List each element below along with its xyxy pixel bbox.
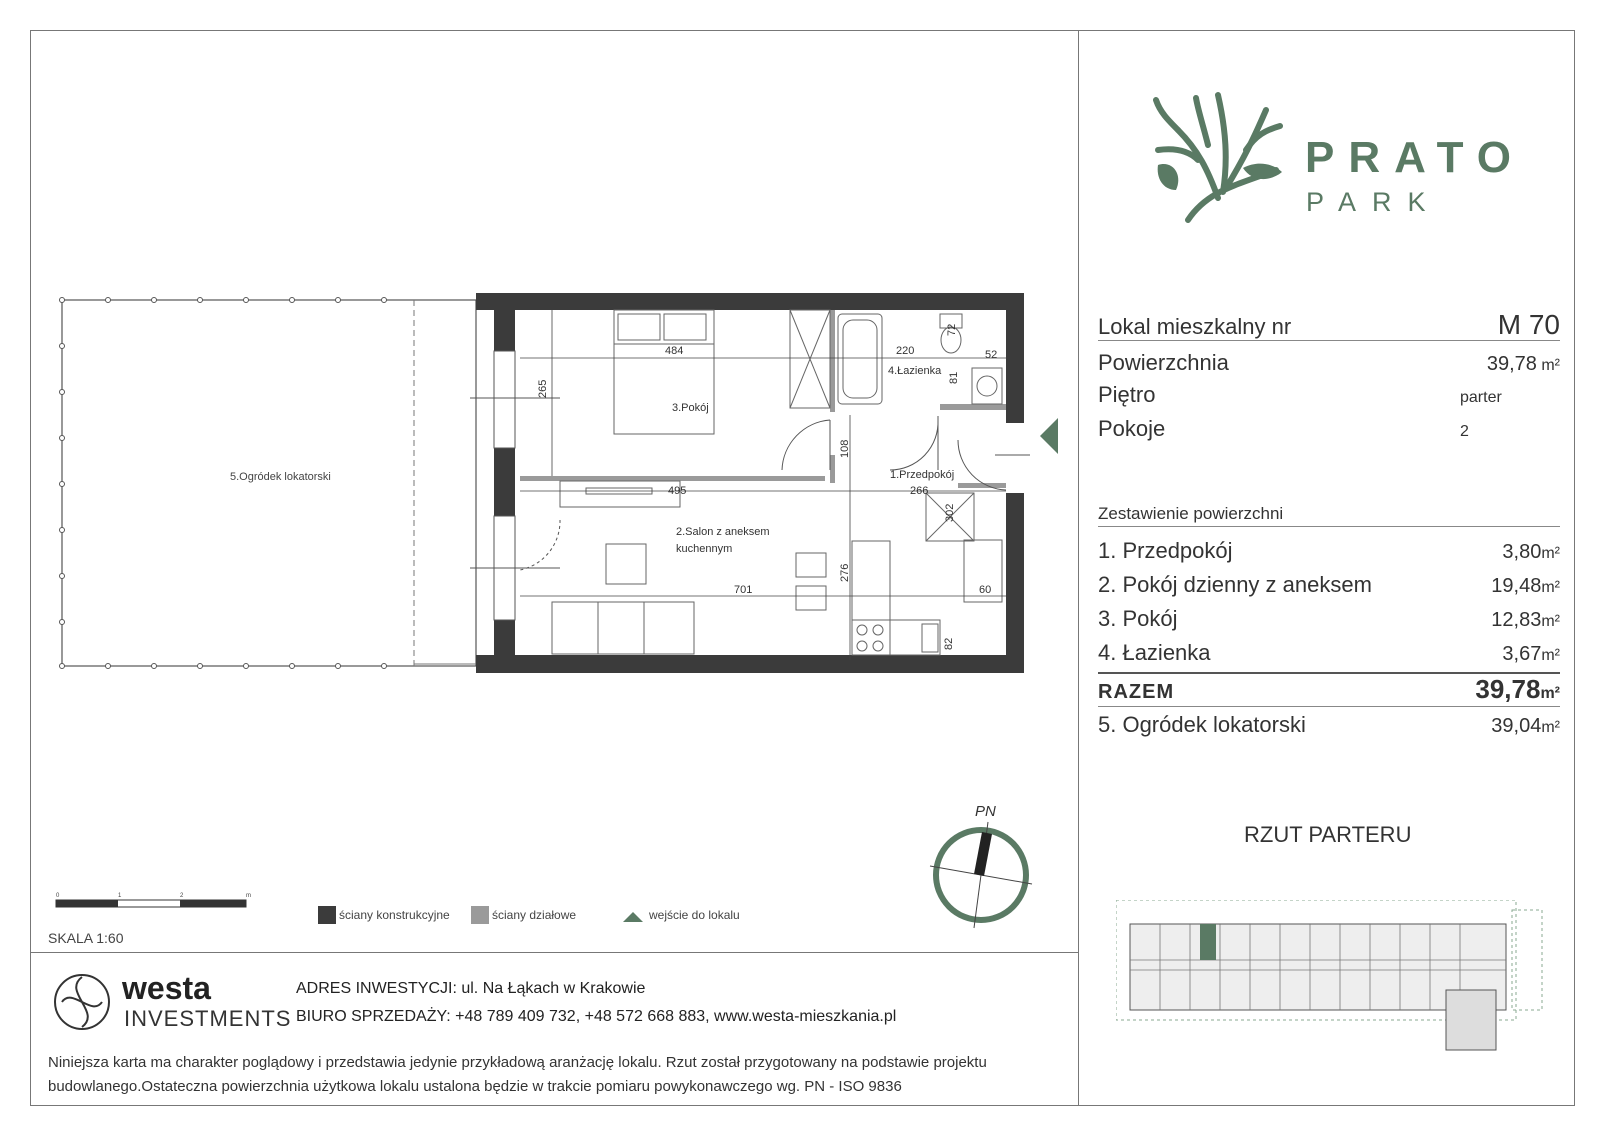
dimension-lines <box>520 310 1006 660</box>
divider-horizontal <box>30 952 1078 953</box>
area-unit: m² <box>1541 357 1560 374</box>
summary-row-unit: m² <box>1541 647 1560 664</box>
scale-tick-0: 0 <box>56 893 60 899</box>
company-sub: INVESTMENTS <box>124 1006 292 1031</box>
rule-summary <box>1098 526 1560 527</box>
tv-unit <box>560 481 680 507</box>
floor-label: Piętro <box>1098 382 1156 407</box>
summary-title: Zestawienie powierzchni <box>1098 504 1284 523</box>
dim-484: 484 <box>665 345 684 357</box>
scale-label: SKALA 1:60 <box>48 930 124 946</box>
bathtub <box>838 314 882 404</box>
furniture-living <box>552 544 826 654</box>
rooms-row <box>1098 416 1560 442</box>
summary-row <box>1098 606 1560 632</box>
summary-row-label: 3. Pokój <box>1098 606 1178 631</box>
scale-tick-2: 2 <box>180 893 184 899</box>
summary-row <box>1098 538 1560 564</box>
dim-60: 60 <box>979 584 992 596</box>
prato-tree-logo-icon <box>1148 90 1288 230</box>
dim-82: 82 <box>943 637 955 650</box>
area-row <box>1098 350 1560 376</box>
scale-tick-1: 1 <box>118 893 122 899</box>
kitchen <box>852 493 1002 655</box>
summary-row-label: 2. Pokój dzienny z aneksem <box>1098 572 1372 597</box>
summary-row-value: 3,67 <box>1502 643 1542 665</box>
dim-265: 265 <box>537 379 549 398</box>
compass-label: PN <box>975 803 996 820</box>
legend-entrance-label: wejście do lokalu <box>649 908 740 922</box>
wardrobe <box>790 310 830 408</box>
garden-area <box>60 298 477 669</box>
floor-plan-title: RZUT PARTERU <box>1244 822 1412 847</box>
dim-701: 701 <box>734 584 753 596</box>
total-unit: m² <box>1540 685 1560 702</box>
brand-name-line2: PARK <box>1306 187 1442 217</box>
room-label-pokoj: 3.Pokój <box>672 402 709 414</box>
total-label: RAZEM <box>1098 681 1175 703</box>
summary-row-value: 19,48 <box>1491 575 1542 597</box>
unit-value: M 70 <box>1497 309 1560 340</box>
sales-office: BIURO SPRZEDAŻY: +48 789 409 732, +48 572 668 883, www.westa-mieszkania.pl <box>296 1008 897 1025</box>
partition-walls <box>520 310 1006 488</box>
room-label-salon-1: 2.Salon z aneksem <box>676 526 770 538</box>
summary-row-label: 1. Przedpokój <box>1098 538 1233 563</box>
summary-row <box>1098 640 1560 666</box>
summary-row-value: 12,83 <box>1491 609 1542 631</box>
dim-302: 302 <box>944 503 956 522</box>
westa-logo-icon <box>52 972 112 1032</box>
legend-structural-label: ściany konstrukcyjne <box>339 908 450 922</box>
legend-partition-label: ściany działowe <box>492 908 577 922</box>
rooms-value: 2 <box>1460 423 1469 440</box>
summary-row-label: 4. Łazienka <box>1098 640 1211 665</box>
summary-row <box>1098 572 1560 598</box>
room-label-lazienka: 4.Łazienka <box>888 365 942 377</box>
dim-81: 81 <box>948 371 960 384</box>
rooms-label: Pokoje <box>1098 416 1166 441</box>
dim-108: 108 <box>839 439 851 458</box>
room-label-salon-2: kuchennym <box>676 543 733 555</box>
unit-label: Lokal mieszkalny nr <box>1098 314 1292 339</box>
investment-address: ADRES INWESTYCJI: ul. Na Łąkach w Krakowie <box>296 980 646 997</box>
summary-row-value: 3,80 <box>1502 541 1542 563</box>
rule-total-bottom <box>1098 706 1560 707</box>
legend-partition-swatch <box>471 906 489 924</box>
brand-name-line1: PRATO <box>1305 133 1525 182</box>
unit-row <box>1098 309 1560 341</box>
summary-row-unit: m² <box>1541 545 1560 562</box>
disclaimer-line1: Niniejsza karta ma charakter poglądowy i przedstawia jedynie przykładową aranżację lokalu. Rzut został przygotowany na podstawie projektu <box>48 1054 987 1071</box>
legend-structural-swatch <box>318 906 336 924</box>
garden-row-unit: m² <box>1541 719 1560 736</box>
summary-row-unit: m² <box>1541 579 1560 596</box>
dim-276: 276 <box>839 563 851 582</box>
dim-220: 220 <box>896 345 915 357</box>
total-row <box>1098 674 1560 705</box>
disclaimer-line2: budowlanego.Ostateczna powierzchnia użytkowa lokalu ustalona będzie w trakcie pomiaru powykonawczego wg. PN - ISO 9836 <box>48 1078 902 1095</box>
garden-row <box>1098 712 1560 738</box>
company-name: westa <box>122 970 211 1006</box>
compass-icon <box>930 822 1032 928</box>
entrance-marker-icon <box>1040 418 1058 454</box>
dim-72: 72 <box>946 323 958 336</box>
dim-52: 52 <box>985 349 998 361</box>
floor-row <box>1098 382 1560 408</box>
structural-walls <box>476 293 1024 673</box>
area-value: 39,78 <box>1486 353 1537 375</box>
building-minimap <box>1116 900 1546 1060</box>
scale-tick-m: m <box>246 893 251 899</box>
dim-266: 266 <box>910 485 929 497</box>
dim-495: 495 <box>668 485 687 497</box>
garden-row-label: 5. Ogródek lokatorski <box>1098 712 1306 737</box>
legend-entrance-icon <box>623 912 643 922</box>
rule-unit <box>1098 340 1560 341</box>
summary-row-unit: m² <box>1541 613 1560 630</box>
divider-vertical <box>1078 30 1079 1106</box>
total-value: 39,78 <box>1475 674 1541 704</box>
scale-bar <box>56 900 246 907</box>
room-label-przedpokoj: 1.Przedpokój <box>890 469 955 481</box>
bed <box>614 310 714 434</box>
garden-row-value: 39,04 <box>1491 715 1542 737</box>
area-label: Powierzchnia <box>1098 350 1229 375</box>
floor-value: parter <box>1460 389 1502 406</box>
garden-label: 5.Ogródek lokatorski <box>230 471 331 483</box>
